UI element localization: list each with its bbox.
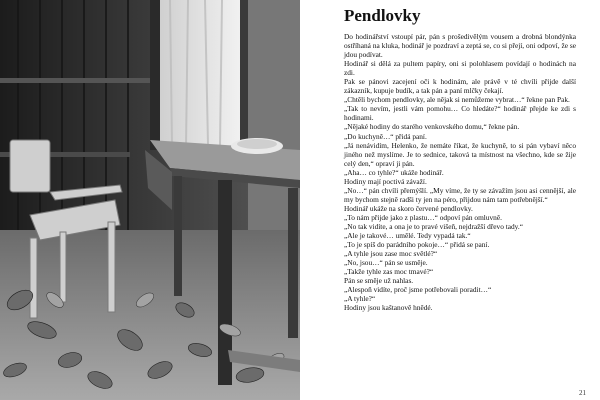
paragraph: „Aha… co tyhle?“ ukáže hodinář. (344, 167, 444, 177)
paragraph: „No, jsou…“ pán se usměje. (344, 258, 428, 268)
paragraph: „Chtěli bychom pendlovky, ale nějak si nemůžeme vybrat…“ řekne pan Pak. (344, 95, 570, 105)
paragraph: „To je spíš do parádního pokoje…“ přidá se paní. (344, 240, 490, 250)
paragraph: „No…“ pán chvíli přemýšlí. „My víme, že ty se závažím jsou asi cennější, ale my bychom stejně radši ty jen na péro, přijdou nám tam potřebnější.“ (344, 185, 576, 204)
paragraph: „A tyhle jsou zase moc světlé?“ (344, 249, 438, 259)
paragraph: „No tak vidíte, a ona je to pravé višeň, nejdražší dřevo tady.“ (344, 221, 523, 231)
page-number: 21 (579, 389, 586, 397)
paragraph: Pán se směje už nahlas. (344, 276, 414, 286)
article-title: Pendlovky (344, 6, 421, 25)
text-page (300, 0, 600, 400)
paragraph: Hodinář ukáže na skoro červené pendlovky. (344, 203, 473, 213)
paragraph: „A tyhle?“ (344, 294, 376, 304)
paragraph: Hodiny mají poctivá závaží. (344, 176, 427, 186)
article-body (344, 32, 576, 312)
paragraph: „Takže tyhle zas moc tmavé?“ (344, 267, 434, 277)
paragraph: Pak se pánovi zacejení oči k hodinám, ale právě v té chvíli přijde další zákazník, kupuje budík, a tak pán a paní mlčky čekají. (344, 77, 576, 96)
paragraph: „Alespoň vidíte, proč jsme potřebovali poradit…“ (344, 285, 492, 295)
paragraph: „Nějaké hodiny do starého venkovského domu,“ řekne pán. (344, 122, 520, 132)
paragraph: Hodinář si dělá za pultem papíry, oni si polohlasem povídají o hodinách na zdi. (344, 59, 576, 78)
paragraph: Do hodinářství vstoupí pár, pán s prošedivělým vousem a drobná blondýnka ostříhaná na klukа, hodinář je pozdraví a zeptá se, co si přejí, oni odpoví, že se jdou podívat. (344, 32, 576, 60)
paragraph: „Ale je takové… umělé. Tedy vypadá tak.“ (344, 231, 471, 241)
paragraph: Hodiny jsou kaštanově hnědé. (344, 303, 433, 313)
paragraph: „Já nenávidím, Helenko, že nemáte říkat, že kuchyně, to si pán vybaví něco jiného než myslíme. Je to sednice, taková ta místnost na všechno, kde se žije celý den,“ opraví ji pán. (344, 140, 576, 168)
paragraph: „Tak to nevím, jestli vám pomohu… Co hledáte?“ hodinář přejde ke zdi s hodinami. (344, 104, 576, 123)
paragraph: „To nám přijde jako z plastu…“ odpoví pán omluvně. (344, 212, 502, 222)
paragraph: „Do kuchyně…“ přidá paní. (344, 131, 427, 141)
